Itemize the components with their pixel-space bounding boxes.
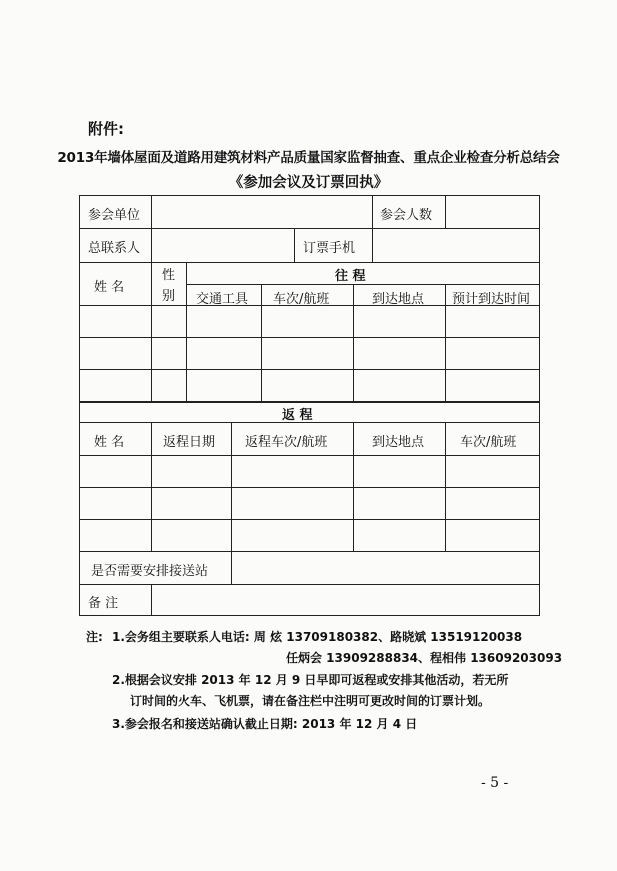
notes-prefix: 注:	[86, 630, 103, 644]
train-header: 车次/航班	[273, 292, 330, 307]
section-divider	[79, 401, 540, 403]
return-name-header: 姓 名	[94, 435, 125, 450]
row-divider	[79, 455, 540, 456]
note-2-line-2: 订时间的火车、飞机票，请在备注栏中注明可更改时间的订票计划。	[130, 694, 491, 708]
row-divider	[79, 262, 540, 263]
contact-label: 总联系人	[88, 241, 141, 256]
col-divider	[372, 195, 373, 228]
return-arrive-header: 到达地点	[372, 435, 425, 450]
return-header: 返 程	[282, 408, 313, 423]
col-divider	[231, 551, 232, 584]
page-number: - 5 -	[481, 775, 509, 791]
unit-label: 参会单位	[88, 208, 141, 223]
remark-label: 备 注	[88, 596, 119, 611]
col-divider	[353, 284, 354, 401]
col-divider	[151, 422, 152, 551]
attachment-label: 附件:	[88, 120, 124, 138]
col-divider	[445, 422, 446, 551]
gender-header-1: 性	[162, 268, 176, 283]
note-1-line-1: 1.会务组主要联系人电话: 周 炫 13709180382、路晓斌 13519120038	[112, 630, 523, 644]
row-divider	[186, 284, 540, 285]
col-divider	[445, 195, 446, 228]
table-border-left	[79, 195, 80, 615]
return-date-header: 返程日期	[163, 435, 216, 450]
note-2-line-1: 2.根据会议安排 2013 年 12 月 9 日早即可返程或安排其他活动，若无所	[112, 673, 509, 687]
row-divider	[79, 487, 540, 488]
form-subtitle: 《参加会议及订票回执》	[228, 175, 389, 191]
document-title: 2013年墙体屋面及道路用建筑材料产品质量国家监督抽查、重点企业检查分析总结会	[57, 150, 560, 166]
col-divider	[353, 422, 354, 551]
col-divider	[294, 228, 295, 262]
row-divider	[79, 519, 540, 520]
arrive-place-header: 到达地点	[372, 292, 425, 307]
return-train2-header: 车次/航班	[460, 435, 517, 450]
table-border-top	[79, 195, 540, 196]
col-divider	[372, 228, 373, 262]
table-border-bottom	[79, 615, 540, 616]
row-divider	[79, 337, 540, 338]
table-border-right	[539, 195, 540, 615]
col-divider	[445, 284, 446, 401]
col-divider	[261, 284, 262, 401]
note-1-line-2: 任炳会 13909288834、程相伟 13609203093	[286, 651, 563, 665]
col-divider	[151, 584, 152, 615]
arrive-time-header: 预计到达时间	[452, 292, 531, 307]
return-train-header: 返程车次/航班	[245, 435, 328, 450]
col-divider	[186, 262, 187, 401]
row-divider	[79, 551, 540, 552]
outbound-header: 往 程	[335, 269, 366, 284]
transport-header: 交通工具	[196, 292, 249, 307]
phone-label: 订票手机	[303, 241, 356, 256]
col-divider	[151, 262, 152, 401]
col-divider	[151, 195, 152, 228]
col-divider	[231, 422, 232, 551]
row-divider	[79, 369, 540, 370]
gender-header-2: 别	[162, 289, 176, 304]
attendee-count-label: 参会人数	[380, 208, 433, 223]
note-3: 3.参会报名和接送站确认截止日期: 2013 年 12 月 4 日	[112, 717, 418, 731]
name-header: 姓 名	[94, 280, 125, 295]
col-divider	[151, 228, 152, 262]
pickup-label: 是否需要安排接送站	[91, 564, 209, 579]
row-divider	[79, 584, 540, 585]
row-divider	[79, 228, 540, 229]
